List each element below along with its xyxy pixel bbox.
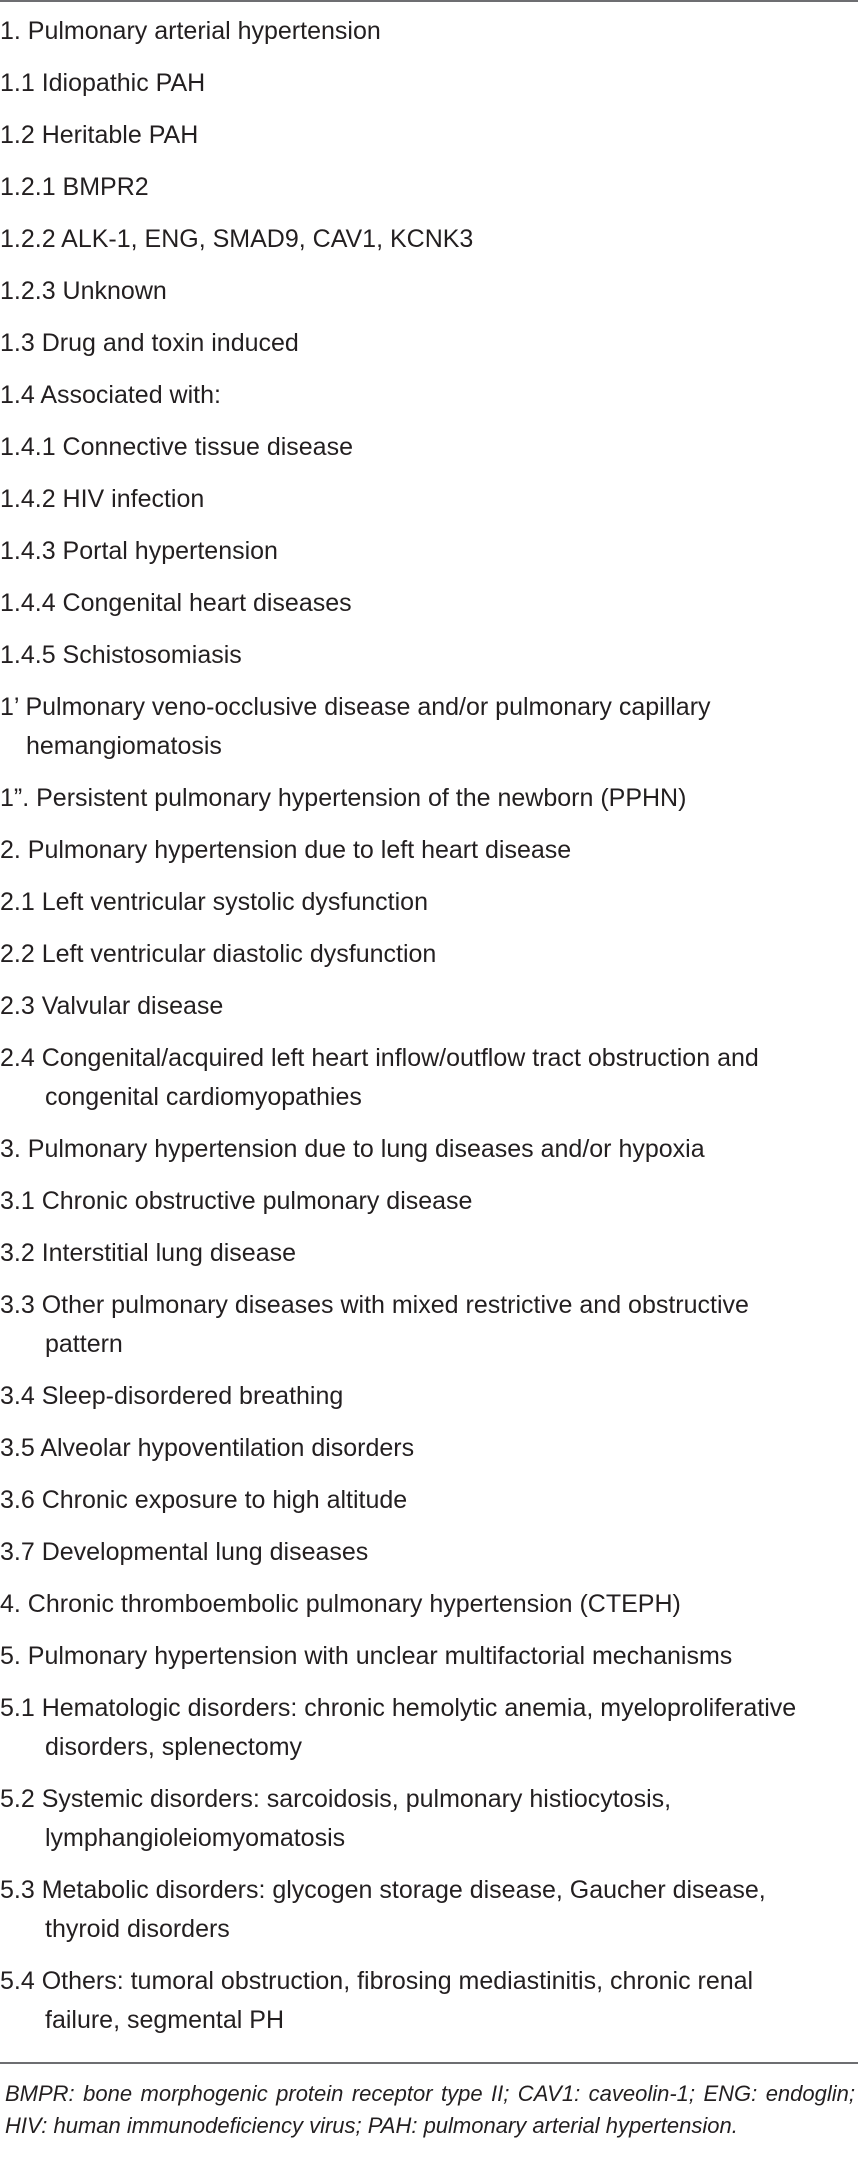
list-item-continuation: pattern <box>45 1330 123 1358</box>
list-item-text: 1.4.4 Congenital heart diseases <box>0 589 352 617</box>
list-item <box>0 64 830 103</box>
list-item-text: 2.2 Left ventricular diastolic dysfunction <box>0 940 437 968</box>
list-item <box>0 480 830 519</box>
list-item-text: 1.4.5 Schistosomiasis <box>0 641 242 669</box>
list-item-text: 3. Pulmonary hypertension due to lung diseases and/or hypoxia <box>0 1135 705 1163</box>
list-item-text: 3.4 Sleep-disordered breathing <box>0 1382 344 1410</box>
list-item <box>0 428 830 467</box>
list-item <box>0 1039 830 1117</box>
list-item <box>0 1234 830 1273</box>
table-footnote: BMPR: bone morphogenic protein receptor type II; CAV1: caveolin-1; ENG: endoglin; HIV: human immunodeficiency virus; PAH: pulmonary arterial hypertension. <box>5 2081 855 2138</box>
list-item-text: 3.6 Chronic exposure to high altitude <box>0 1486 408 1514</box>
list-item-text: 5.2 Systemic disorders: sarcoidosis, pulmonary histiocytosis, <box>0 1785 672 1813</box>
list-item <box>0 324 830 363</box>
list-item-text: 2.3 Valvular disease <box>0 992 224 1020</box>
list-item <box>0 584 830 623</box>
list-item <box>0 1377 830 1416</box>
list-item-text: 3.1 Chronic obstructive pulmonary disease <box>0 1187 473 1215</box>
list-item <box>0 688 830 766</box>
list-item <box>0 272 830 311</box>
list-item-continuation: congenital cardiomyopathies <box>45 1083 362 1111</box>
list-item <box>0 1871 830 1949</box>
list-item-text: 1.2.1 BMPR2 <box>0 173 149 201</box>
list-item <box>0 1780 830 1858</box>
list-item-text: 3.3 Other pulmonary diseases with mixed restrictive and obstructive <box>0 1291 749 1319</box>
list-item <box>0 220 830 259</box>
list-item <box>0 1130 830 1169</box>
list-item-text: 1.3 Drug and toxin induced <box>0 329 299 357</box>
list-item <box>0 1286 830 1364</box>
list-item <box>0 116 830 155</box>
list-item-continuation: lymphangioleiomyomatosis <box>45 1824 346 1852</box>
list-item-text: 3.5 Alveolar hypoventilation disorders <box>0 1434 415 1462</box>
list-item <box>0 987 830 1026</box>
list-item-text: 2.1 Left ventricular systolic dysfunction <box>0 888 428 916</box>
list-item <box>0 935 830 974</box>
list-item <box>0 831 830 870</box>
list-item <box>0 168 830 207</box>
list-item-text: 5.1 Hematologic disorders: chronic hemolytic anemia, myeloproliferative <box>0 1694 797 1722</box>
list-item-text: 4. Chronic thromboembolic pulmonary hypertension (CTEPH) <box>0 1590 681 1618</box>
list-item-text: 3.7 Developmental lung diseases <box>0 1538 369 1566</box>
list-item-continuation: thyroid disorders <box>45 1915 230 1943</box>
list-item-text: 5.4 Others: tumoral obstruction, fibrosing mediastinitis, chronic renal <box>0 1967 754 1995</box>
list-item <box>0 532 830 571</box>
list-item <box>0 636 830 675</box>
list-item <box>0 1585 830 1624</box>
list-item-text: 2. Pulmonary hypertension due to left heart disease <box>0 836 572 864</box>
list-item-continuation: failure, segmental PH <box>45 2006 285 2034</box>
list-item-text: 1”. Persistent pulmonary hypertension of the newborn (PPHN) <box>0 784 687 812</box>
list-item-text: 2.4 Congenital/acquired left heart inflow/outflow tract obstruction and <box>0 1044 759 1072</box>
list-item <box>0 1637 830 1676</box>
list-item <box>0 376 830 415</box>
list-item-text: 1.2 Heritable PAH <box>0 121 199 149</box>
list-item-text: 1.1 Idiopathic PAH <box>0 69 206 97</box>
list-item-text: 1.2.2 ALK-1, ENG, SMAD9, CAV1, KCNK3 <box>0 225 474 253</box>
list-item-text: 3.2 Interstitial lung disease <box>0 1239 297 1267</box>
list-item-text: 1.4 Associated with: <box>0 381 221 409</box>
list-item-text: 5.3 Metabolic disorders: glycogen storage disease, Gaucher disease, <box>0 1876 766 1904</box>
table-bottom-rule <box>0 2062 858 2064</box>
list-item-text: 1’ Pulmonary veno-occlusive disease and/or pulmonary capillary <box>0 693 711 721</box>
list-item <box>0 1533 830 1572</box>
list-item <box>0 779 830 818</box>
list-item <box>0 1429 830 1468</box>
list-item-text: 5. Pulmonary hypertension with unclear multifactorial mechanisms <box>0 1642 733 1670</box>
list-item <box>0 1962 830 2040</box>
list-item-text: 1.4.2 HIV infection <box>0 485 205 513</box>
list-item-text: 1.4.1 Connective tissue disease <box>0 433 353 461</box>
list-item <box>0 1481 830 1520</box>
list-item-text: 1. Pulmonary arterial hypertension <box>0 17 381 45</box>
list-item-continuation: disorders, splenectomy <box>45 1733 303 1761</box>
list-item-text: 1.4.3 Portal hypertension <box>0 537 278 565</box>
list-item <box>0 883 830 922</box>
list-item <box>0 1182 830 1221</box>
list-item <box>0 12 830 51</box>
list-item-text: 1.2.3 Unknown <box>0 277 167 305</box>
list-item-continuation: hemangiomatosis <box>26 732 222 760</box>
list-item <box>0 1689 830 1767</box>
